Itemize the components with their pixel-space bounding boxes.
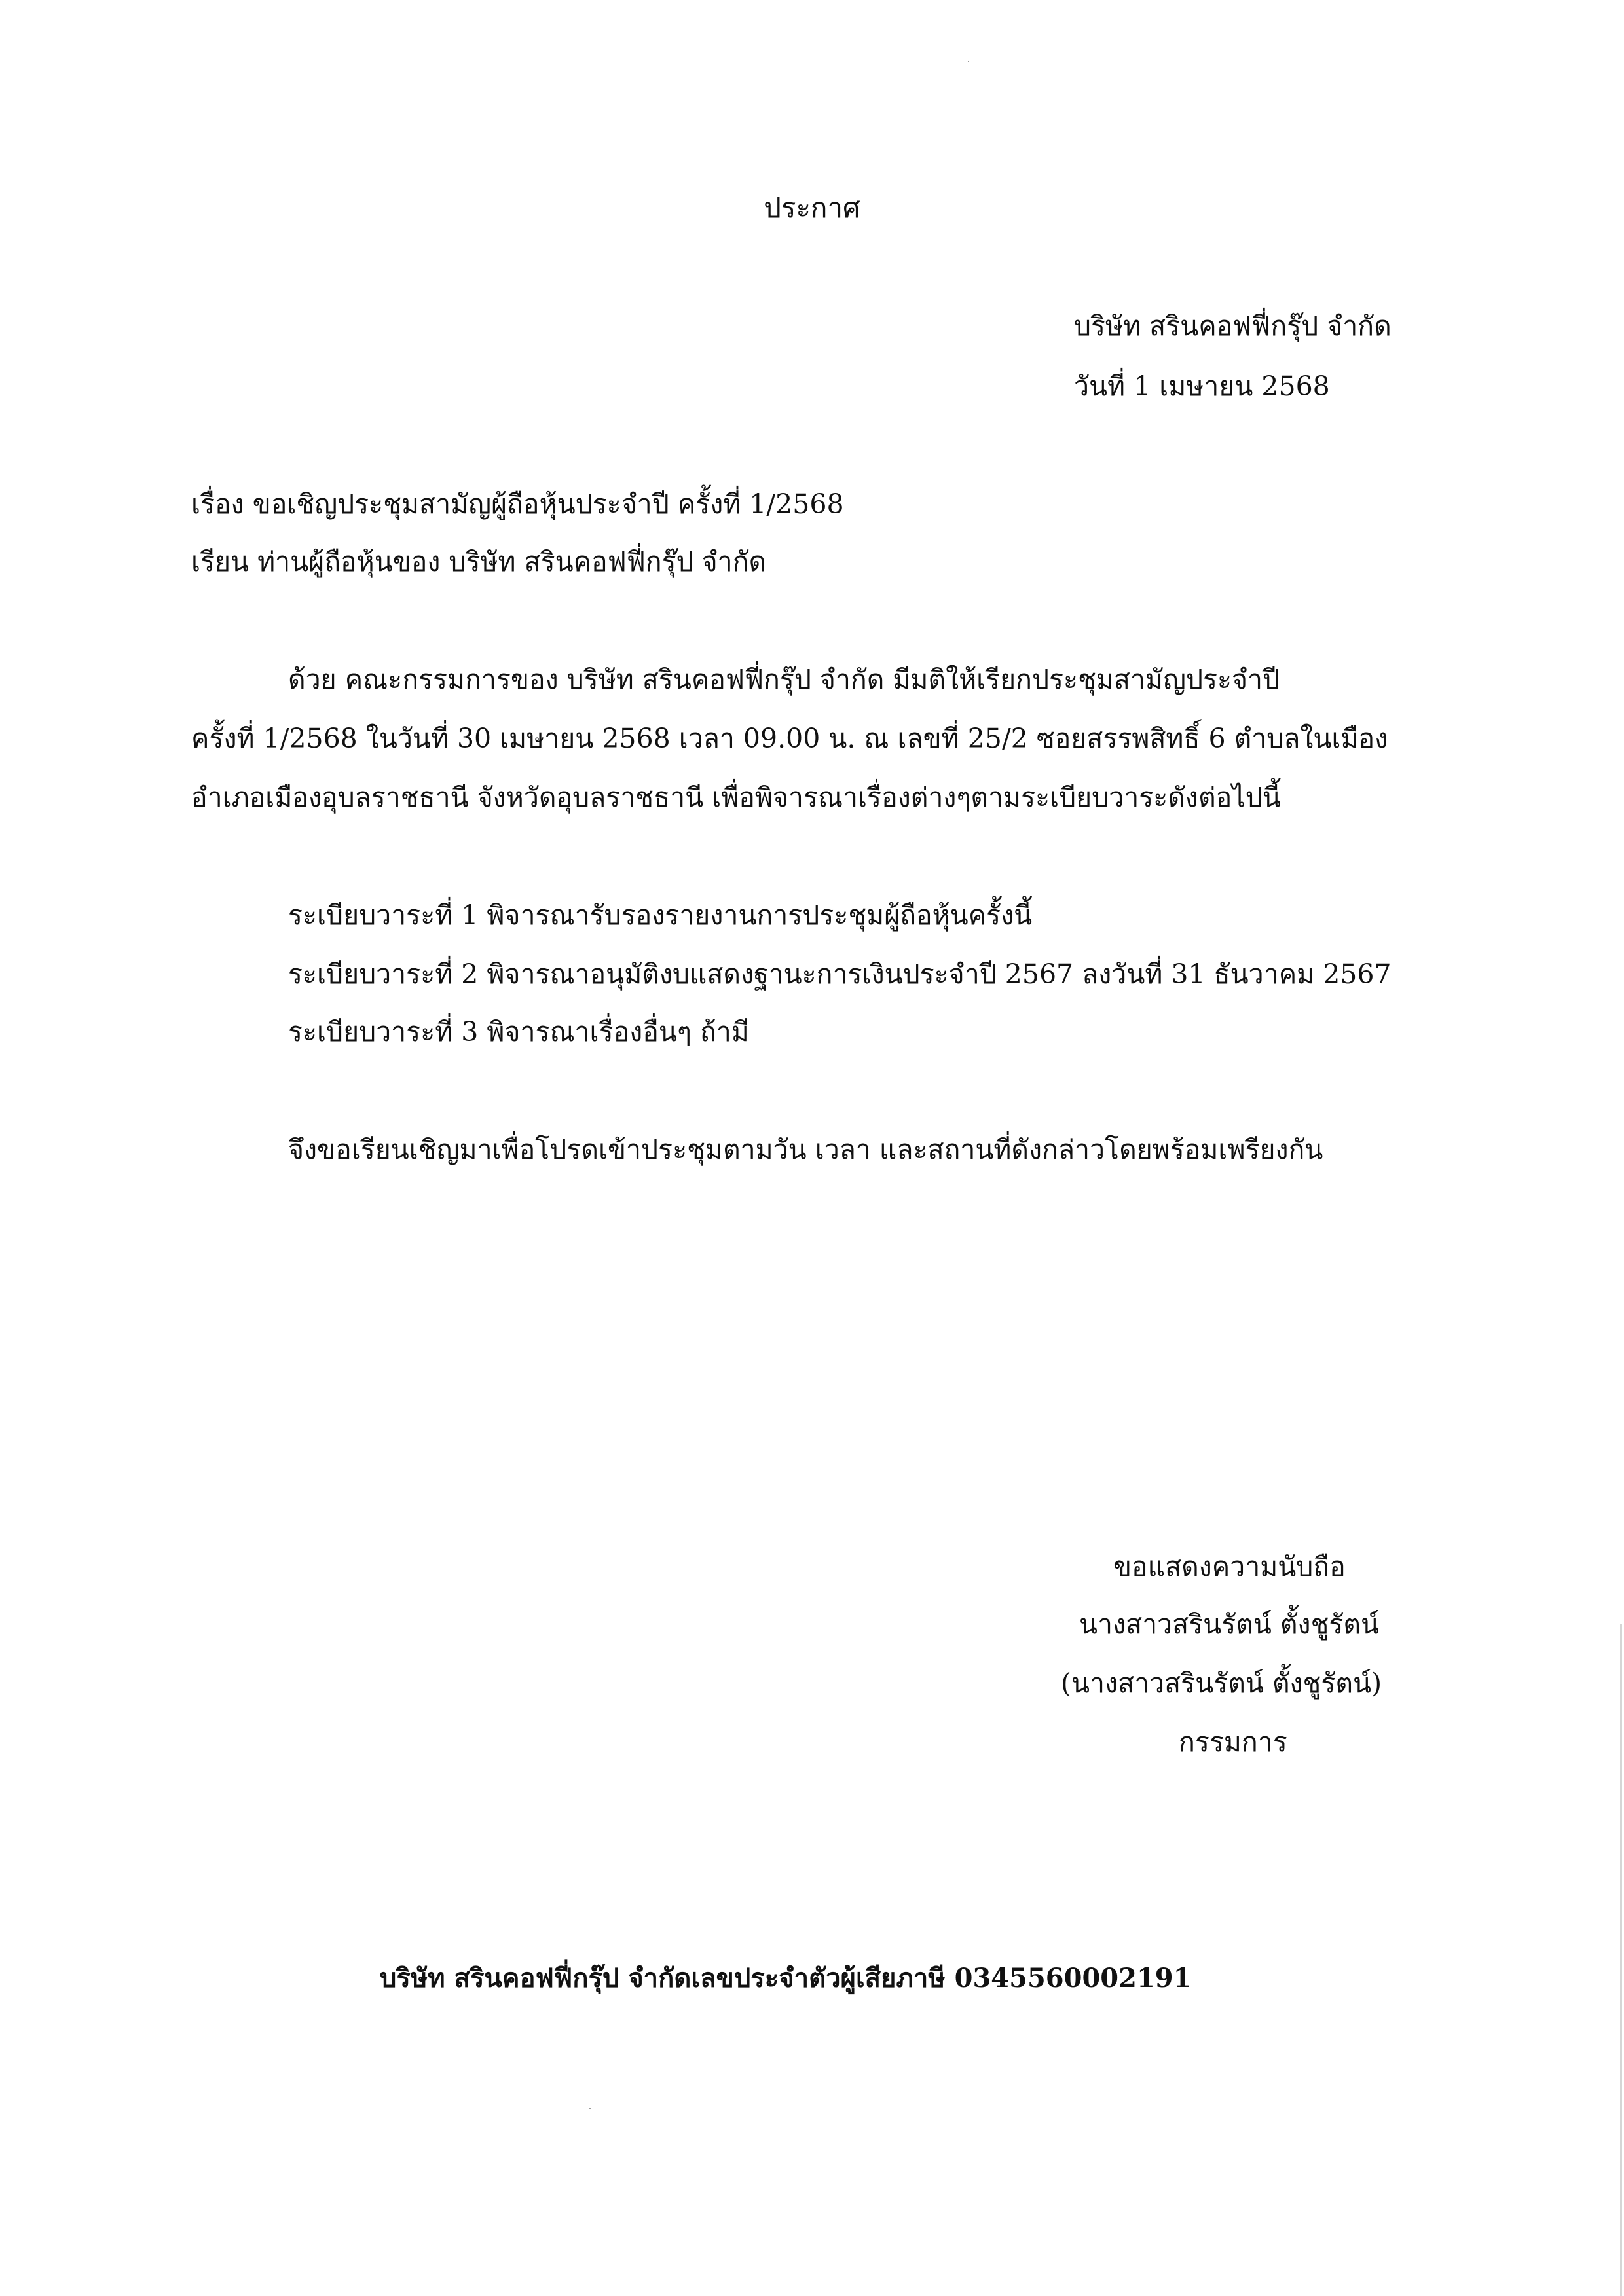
scan-dot bbox=[589, 2108, 591, 2109]
agenda-item: ระเบียบวาระที่ 1 พิจารณารับรองรายงานการประชุมผู้ถือหุ้นครั้งนี้ bbox=[288, 900, 1033, 931]
signature-regards: ขอแสดงความนับถือ bbox=[1113, 1551, 1346, 1582]
agenda-item: ระเบียบวาระที่ 3 พิจารณาเรื่องอื่นๆ ถ้ามี bbox=[288, 1016, 749, 1048]
document-title: ประกาศ bbox=[764, 192, 860, 224]
header-company: บริษัท สรินคอฟฟี่กรุ๊ป จำกัด bbox=[1074, 310, 1392, 342]
body-line: ด้วย คณะกรรมการของ บริษัท สรินคอฟฟี่กรุ๊ป จำกัด มีมติให้เรียกประชุมสามัญประจำปี bbox=[288, 664, 1280, 695]
body-line: ครั้งที่ 1/2568 ในวันที่ 30 เมษายน 2568 เวลา 09.00 น. ณ เลขที่ 25/2 ซอยสรรพสิทธิ์ 6 ตำบลในเมือง bbox=[191, 723, 1388, 754]
recipient-line: เรียน ท่านผู้ถือหุ้นของ บริษัท สรินคอฟฟี่กรุ๊ป จำกัด bbox=[191, 546, 767, 577]
scan-edge-line bbox=[1620, 1624, 1622, 2296]
body-line: อำเภอเมืองอุบลราชธานี จังหวัดอุบลราชธานี เพื่อพิจารณาเรื่องต่างๆตามระเบียบวาระดังต่อไปนี้ bbox=[191, 782, 1281, 813]
scan-dot bbox=[968, 61, 969, 62]
agenda-item: ระเบียบวาระที่ 2 พิจารณาอนุมัติงบแสดงฐานะการเงินประจำปี 2567 ลงวันที่ 31 ธันวาคม 2567 bbox=[288, 958, 1392, 990]
signature-name-parenthesized: (นางสาวสรินรัตน์ ตั้งชูรัตน์) bbox=[1061, 1667, 1382, 1699]
signature-position: กรรมการ bbox=[1179, 1726, 1287, 1758]
header-date: วันที่ 1 เมษายน 2568 bbox=[1074, 371, 1330, 402]
subject-line: เรื่อง ขอเชิญประชุมสามัญผู้ถือหุ้นประจำปี ครั้งที่ 1/2568 bbox=[191, 488, 844, 520]
signature-name: นางสาวสรินรัตน์ ตั้งชูรัตน์ bbox=[1079, 1609, 1380, 1640]
closing-sentence: จึงขอเรียนเชิญมาเพื่อโปรดเข้าประชุมตามวัน เวลา และสถานที่ดังกล่าวโดยพร้อมเพรียงกัน bbox=[288, 1134, 1323, 1165]
footer-tax-id: บริษัท สรินคอฟฟี่กรุ๊ป จำกัดเลขประจำตัวผู้เสียภาษี 0345560002191 bbox=[380, 1963, 1192, 1994]
